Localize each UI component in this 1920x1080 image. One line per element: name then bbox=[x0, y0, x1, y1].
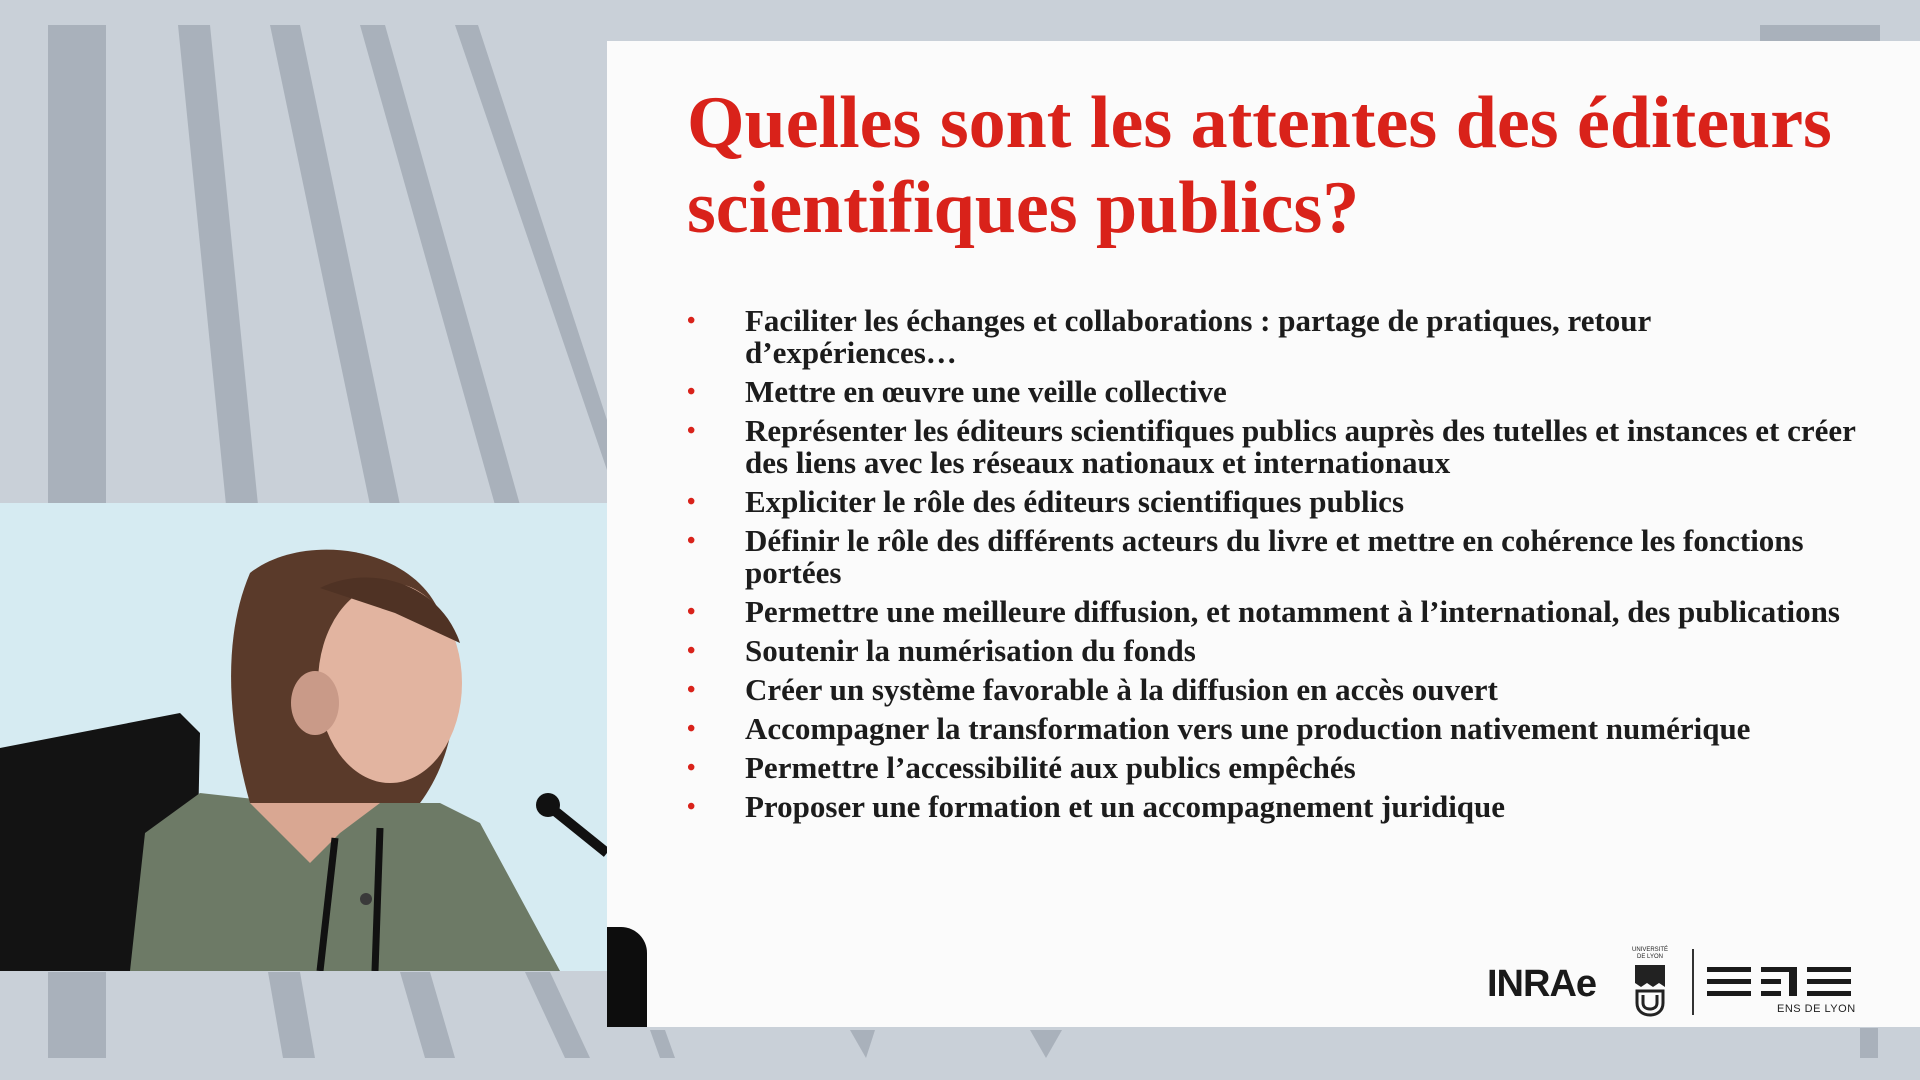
bullet-dot-icon: • bbox=[687, 418, 696, 444]
slide-corner-shape bbox=[607, 927, 647, 1027]
partner-logos bbox=[1487, 947, 1897, 1027]
bullet-dot-icon: • bbox=[687, 489, 696, 515]
bullet-dot-icon: • bbox=[687, 638, 696, 664]
inrae-logo: INRAe bbox=[1487, 963, 1597, 1005]
speaker-webcam-feed bbox=[0, 503, 607, 971]
list-item bbox=[687, 305, 1867, 369]
logo-divider bbox=[1692, 949, 1694, 1015]
list-item bbox=[687, 415, 1867, 479]
bullet-dot-icon: • bbox=[687, 599, 696, 625]
bullet-text: Créer un système favorable à la diffusion en accès ouvert bbox=[745, 672, 1498, 707]
bullet-text: Permettre une meilleure diffusion, et notamment à l’international, des publications bbox=[745, 594, 1840, 629]
bullet-dot-icon: • bbox=[687, 308, 696, 334]
bullet-dot-icon: • bbox=[687, 528, 696, 554]
bullet-dot-icon: • bbox=[687, 755, 696, 781]
list-item bbox=[687, 376, 1867, 408]
bullet-dot-icon: • bbox=[687, 716, 696, 742]
bullet-text: Soutenir la numérisation du fonds bbox=[745, 633, 1196, 668]
list-item bbox=[687, 596, 1867, 628]
universite-logo-text: UNIVERSITÉ DE LYON bbox=[1631, 947, 1668, 960]
bullet-text: Faciliter les échanges et collaborations : partage de pratiques, retour d’expériences… bbox=[745, 303, 1651, 370]
bullet-text: Accompagner la transformation vers une production nativement numérique bbox=[745, 711, 1751, 746]
list-item bbox=[687, 791, 1867, 823]
bullet-text: Représenter les éditeurs scientifiques publics auprès des tutelles et instances et créer des liens avec les réseaux nationaux et internationaux bbox=[745, 413, 1856, 480]
bullet-text: Définir le rôle des différents acteurs du livre et mettre en cohérence les fonctions portées bbox=[745, 523, 1804, 590]
bullet-dot-icon: • bbox=[687, 379, 696, 405]
bullet-text: Permettre l’accessibilité aux publics empêchés bbox=[745, 750, 1356, 785]
bullet-dot-icon: • bbox=[687, 677, 696, 703]
ens-logo-icon bbox=[1707, 965, 1887, 1005]
bullet-text: Expliciter le rôle des éditeurs scientifiques publics bbox=[745, 484, 1405, 519]
ens-logo-text: ENS DE LYON bbox=[1777, 1003, 1856, 1015]
list-item bbox=[687, 635, 1867, 667]
bullet-list bbox=[687, 305, 1867, 830]
bullet-dot-icon: • bbox=[687, 794, 696, 820]
bullet-text: Mettre en œuvre une veille collective bbox=[745, 374, 1227, 409]
bullet-text: Proposer une formation et un accompagnement juridique bbox=[745, 789, 1506, 824]
universite-de-lyon-logo bbox=[1629, 947, 1671, 1017]
list-item bbox=[687, 713, 1867, 745]
list-item bbox=[687, 525, 1867, 589]
presentation-slide bbox=[607, 41, 1920, 1027]
slide-title: Quelles sont les attentes des éditeurs scientifiques publics? bbox=[687, 82, 1832, 249]
list-item bbox=[687, 674, 1867, 706]
list-item bbox=[687, 486, 1867, 518]
list-item bbox=[687, 752, 1867, 784]
